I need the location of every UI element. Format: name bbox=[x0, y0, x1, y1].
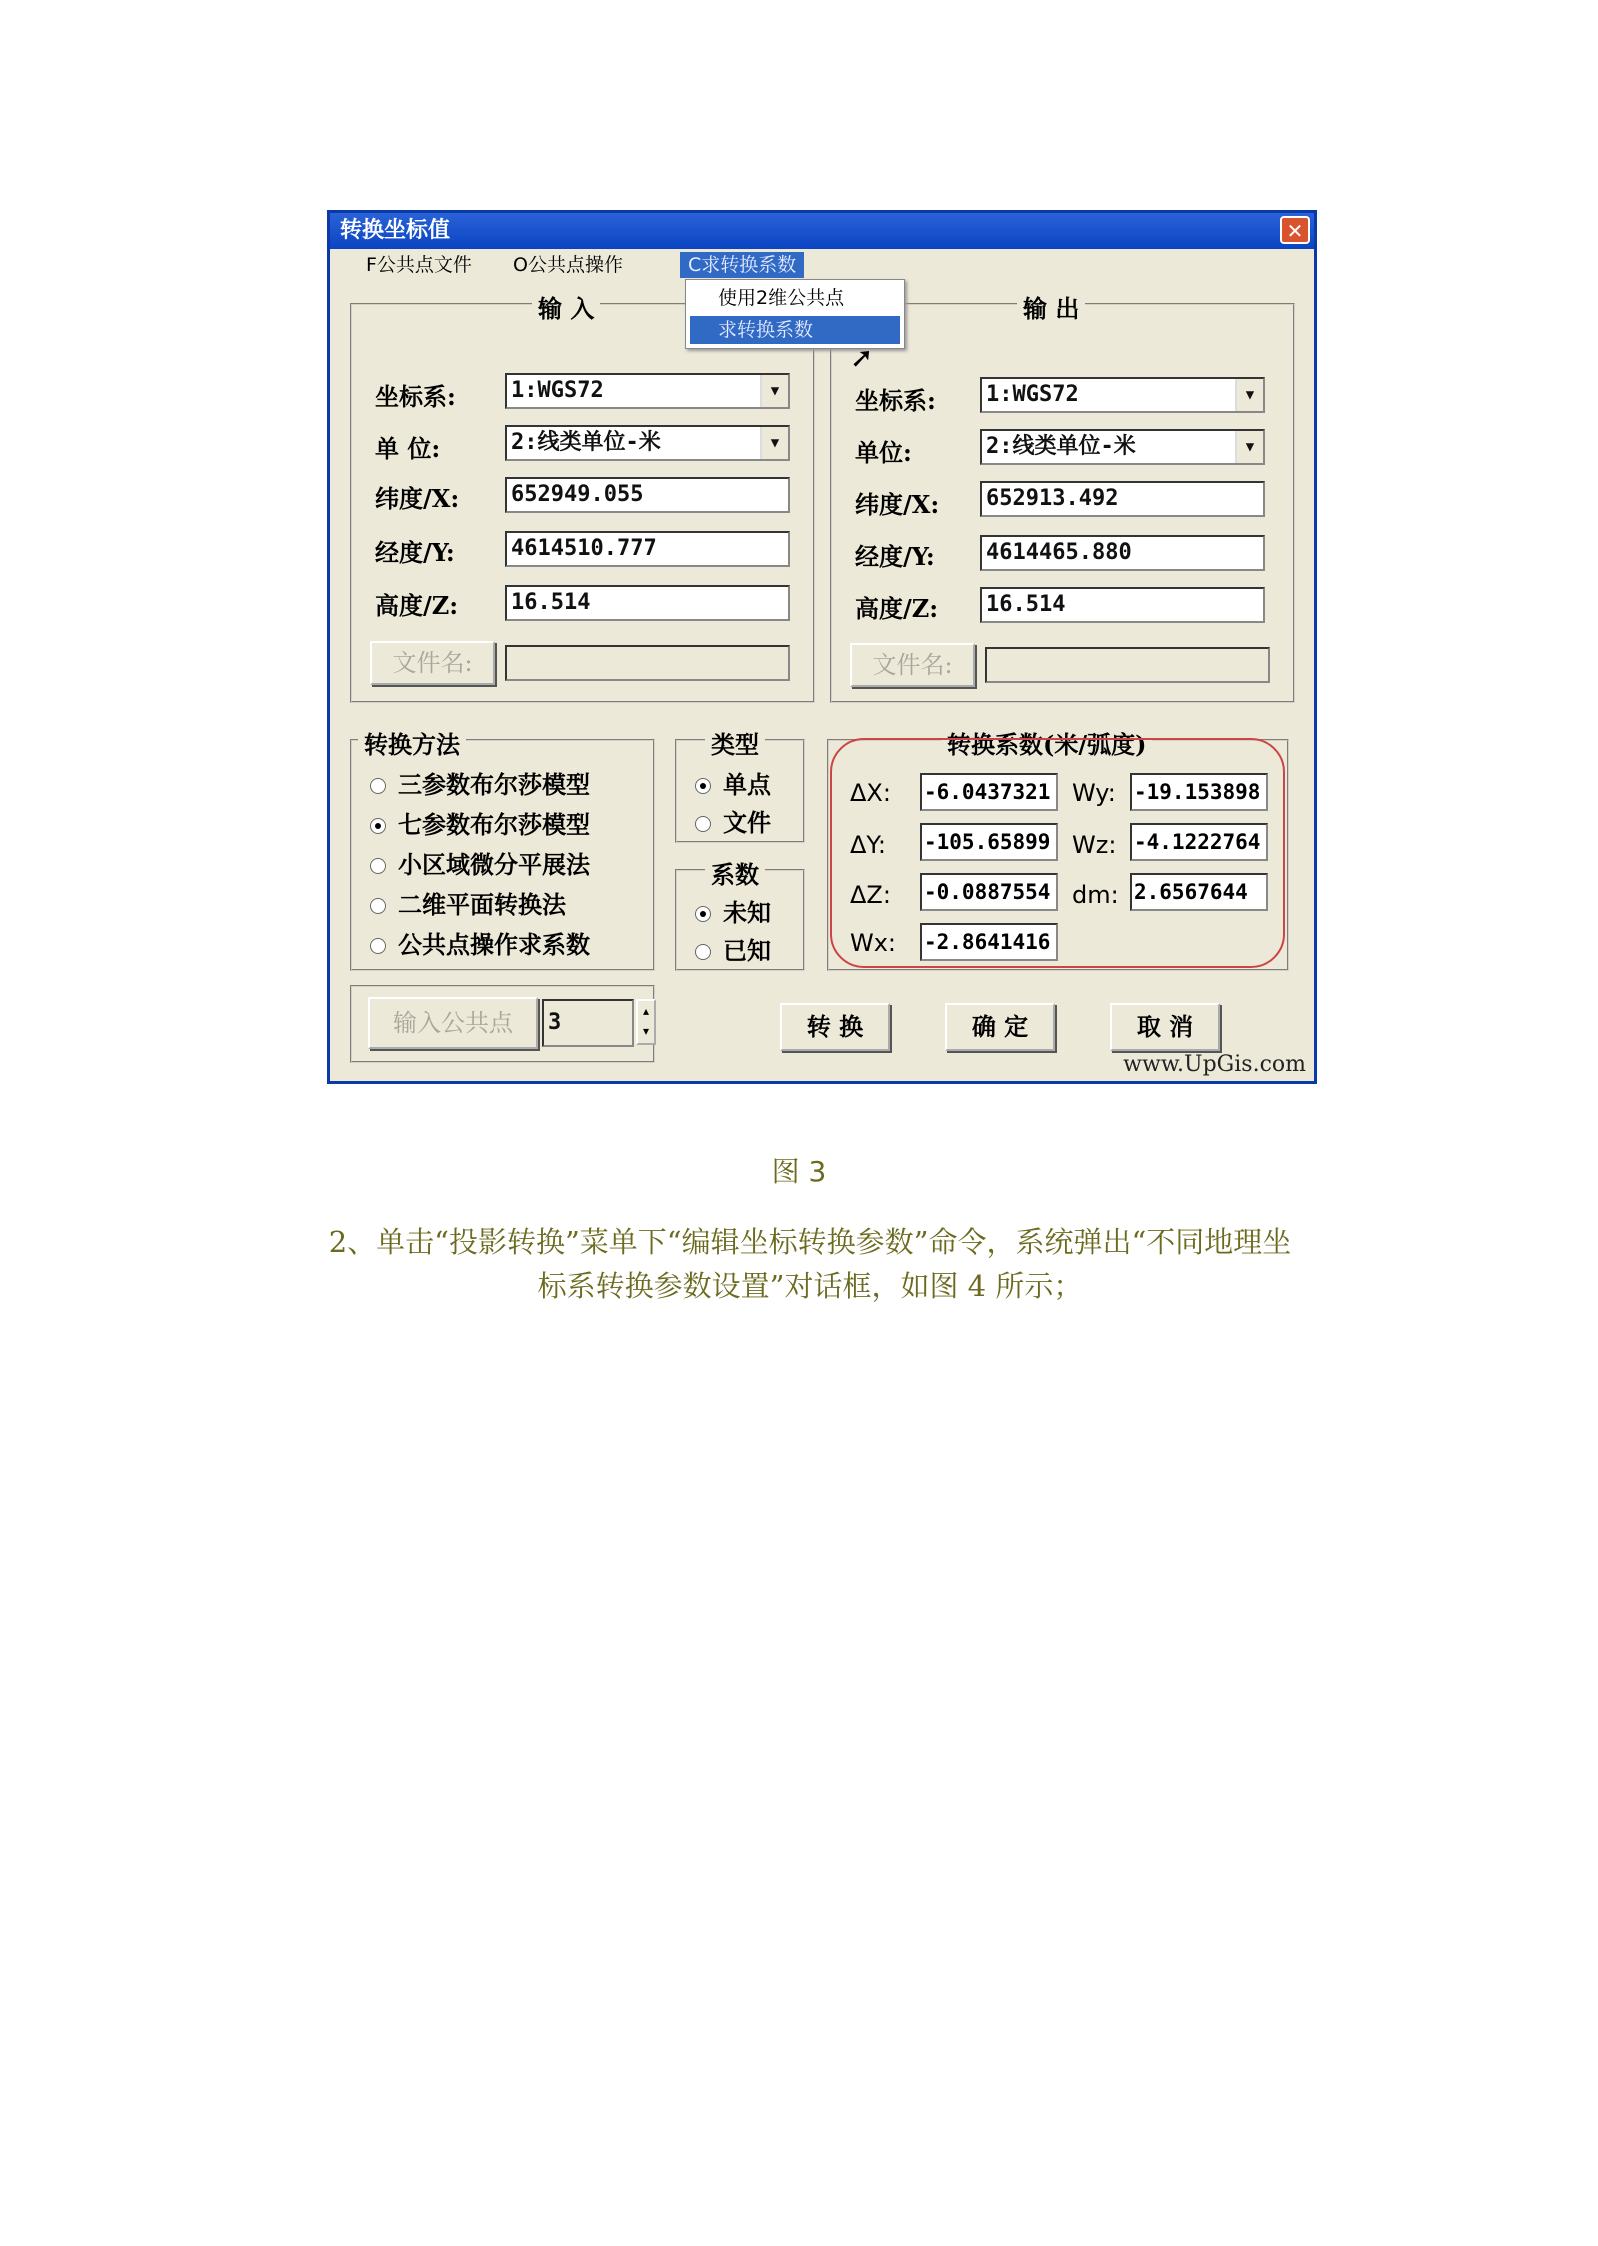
wx-field[interactable]: -2.8641416 bbox=[920, 923, 1058, 961]
radio-selected-icon bbox=[695, 906, 711, 922]
dialog-window bbox=[327, 210, 1317, 1084]
dx-label: ΔX: bbox=[850, 779, 891, 807]
output-file-field[interactable] bbox=[985, 647, 1270, 683]
dropdown-menu bbox=[685, 279, 905, 349]
type-option-label: 文件 bbox=[723, 808, 771, 837]
input-file-field[interactable] bbox=[505, 645, 790, 681]
radio-icon bbox=[695, 816, 711, 832]
input-unit-label: 单 位: bbox=[375, 434, 441, 463]
radio-icon bbox=[370, 858, 386, 874]
paragraph-line-2: 标系转换参数设置”对话框，如图 4 所示； bbox=[537, 1269, 1083, 1303]
input-z-label: 高度/Z: bbox=[375, 591, 459, 620]
output-x-label: 纬度/X: bbox=[855, 490, 940, 519]
close-icon: ✕ bbox=[1286, 219, 1304, 243]
radio-selected-icon bbox=[695, 778, 711, 794]
output-z-label: 高度/Z: bbox=[855, 594, 939, 623]
method-option-label: 二维平面转换法 bbox=[398, 890, 566, 919]
ok-button[interactable]: 确 定 bbox=[945, 1003, 1055, 1051]
method-option-label: 公共点操作求系数 bbox=[398, 930, 590, 959]
method-option-common-point[interactable] bbox=[370, 925, 590, 960]
chevron-down-icon[interactable]: ▼ bbox=[760, 427, 788, 459]
chevron-down-icon[interactable]: ▼ bbox=[1235, 379, 1263, 411]
cancel-button[interactable]: 取 消 bbox=[1110, 1003, 1220, 1051]
coef-legend: 系数 bbox=[705, 855, 765, 890]
figure-caption: 图 3 bbox=[771, 1155, 827, 1188]
output-coord-select[interactable] bbox=[980, 377, 1265, 413]
output-y-field[interactable]: 4614465.880 bbox=[980, 535, 1265, 571]
wy-field[interactable]: -19.153898 bbox=[1130, 773, 1268, 811]
input-unit-value: 2:线类单位-米 bbox=[511, 430, 661, 455]
method-option-differential[interactable] bbox=[370, 845, 590, 880]
output-unit-value: 2:线类单位-米 bbox=[986, 434, 1136, 459]
dm-field[interactable]: 2.6567644 bbox=[1130, 873, 1268, 911]
watermark: www.UpGis.com bbox=[1123, 1052, 1306, 1077]
type-legend: 类型 bbox=[705, 725, 765, 760]
method-option-2d-plane[interactable] bbox=[370, 885, 566, 920]
output-y-label: 经度/Y: bbox=[855, 542, 935, 571]
method-option-label: 小区域微分平展法 bbox=[398, 850, 590, 879]
coef-option-label: 已知 bbox=[723, 936, 771, 965]
output-file-button[interactable]: 文件名: bbox=[850, 643, 975, 687]
menu-common-point-file[interactable]: F公共点文件 bbox=[366, 254, 472, 276]
dropdown-item-compute[interactable]: 求转换系数 bbox=[690, 316, 900, 344]
output-unit-select[interactable] bbox=[980, 429, 1265, 465]
input-coord-label: 坐标系: bbox=[375, 382, 456, 411]
output-coord-value: 1:WGS72 bbox=[986, 382, 1079, 407]
input-unit-select[interactable] bbox=[505, 425, 790, 461]
input-z-field[interactable]: 16.514 bbox=[505, 585, 790, 621]
method-legend: 转换方法 bbox=[358, 725, 466, 760]
chevron-down-icon[interactable]: ▼ bbox=[760, 375, 788, 407]
params-legend: 转换系数(米/弧度) bbox=[941, 725, 1152, 760]
input-y-label: 经度/Y: bbox=[375, 538, 455, 567]
type-option-label: 单点 bbox=[723, 770, 771, 799]
close-button[interactable] bbox=[1280, 216, 1310, 244]
radio-icon bbox=[370, 898, 386, 914]
input-file-button[interactable]: 文件名: bbox=[370, 641, 495, 685]
dm-label: dm: bbox=[1072, 881, 1119, 909]
menu-compute-coefficients[interactable]: C求转换系数 bbox=[680, 252, 804, 278]
wy-label: Wy: bbox=[1072, 779, 1116, 807]
output-z-field[interactable]: 16.514 bbox=[980, 587, 1265, 623]
method-option-7param[interactable] bbox=[370, 805, 590, 840]
dz-field[interactable]: -0.0887554 bbox=[920, 873, 1058, 911]
convert-button[interactable]: 转 换 bbox=[780, 1003, 890, 1051]
dy-label: ΔY: bbox=[850, 831, 886, 859]
output-unit-label: 单位: bbox=[855, 438, 912, 467]
radio-selected-icon bbox=[370, 818, 386, 834]
input-x-field[interactable]: 652949.055 bbox=[505, 477, 790, 513]
type-option-file[interactable] bbox=[695, 803, 771, 838]
input-coord-value: 1:WGS72 bbox=[511, 378, 604, 403]
dz-label: ΔZ: bbox=[850, 881, 891, 909]
coef-option-unknown[interactable] bbox=[695, 893, 771, 928]
coef-option-label: 未知 bbox=[723, 898, 771, 927]
common-point-count-field[interactable]: 3 bbox=[542, 999, 634, 1047]
output-x-field[interactable]: 652913.492 bbox=[980, 481, 1265, 517]
menu-common-point-ops[interactable]: O公共点操作 bbox=[513, 254, 623, 276]
radio-icon bbox=[370, 778, 386, 794]
window-title: 转换坐标值 bbox=[340, 218, 451, 243]
radio-icon bbox=[370, 938, 386, 954]
output-legend: 输 出 bbox=[1017, 289, 1085, 324]
dy-field[interactable]: -105.65899 bbox=[920, 823, 1058, 861]
input-legend: 输 入 bbox=[532, 289, 600, 324]
wz-field[interactable]: -4.1222764 bbox=[1130, 823, 1268, 861]
output-coord-label: 坐标系: bbox=[855, 386, 936, 415]
method-option-label: 七参数布尔莎模型 bbox=[398, 810, 590, 839]
input-x-label: 纬度/X: bbox=[375, 484, 460, 513]
input-coord-select[interactable] bbox=[505, 373, 790, 409]
wz-label: Wz: bbox=[1072, 831, 1117, 859]
wx-label: Wx: bbox=[850, 929, 897, 957]
title-bar bbox=[330, 213, 1314, 249]
input-y-field[interactable]: 4614510.777 bbox=[505, 531, 790, 567]
type-option-single[interactable] bbox=[695, 765, 771, 800]
dx-field[interactable]: -6.0437321 bbox=[920, 773, 1058, 811]
method-option-3param[interactable] bbox=[370, 765, 590, 800]
chevron-down-icon[interactable]: ▼ bbox=[1235, 431, 1263, 463]
spinner-arrows-icon[interactable]: ▴ ▾ bbox=[636, 999, 656, 1045]
dropdown-item-use-2d[interactable]: 使用2维公共点 bbox=[718, 287, 845, 309]
radio-icon bbox=[695, 944, 711, 960]
method-option-label: 三参数布尔莎模型 bbox=[398, 770, 590, 799]
paragraph-line-1: 2、单击“投影转换”菜单下“编辑坐标转换参数”命令，系统弹出“不同地理坐 bbox=[328, 1225, 1292, 1259]
instruction-paragraph bbox=[260, 1220, 1360, 1308]
mouse-cursor-icon: ➚ bbox=[850, 341, 874, 374]
menu-bar bbox=[330, 249, 1314, 279]
input-common-point-button[interactable]: 输入公共点 bbox=[368, 997, 538, 1049]
coef-option-known[interactable] bbox=[695, 931, 771, 966]
